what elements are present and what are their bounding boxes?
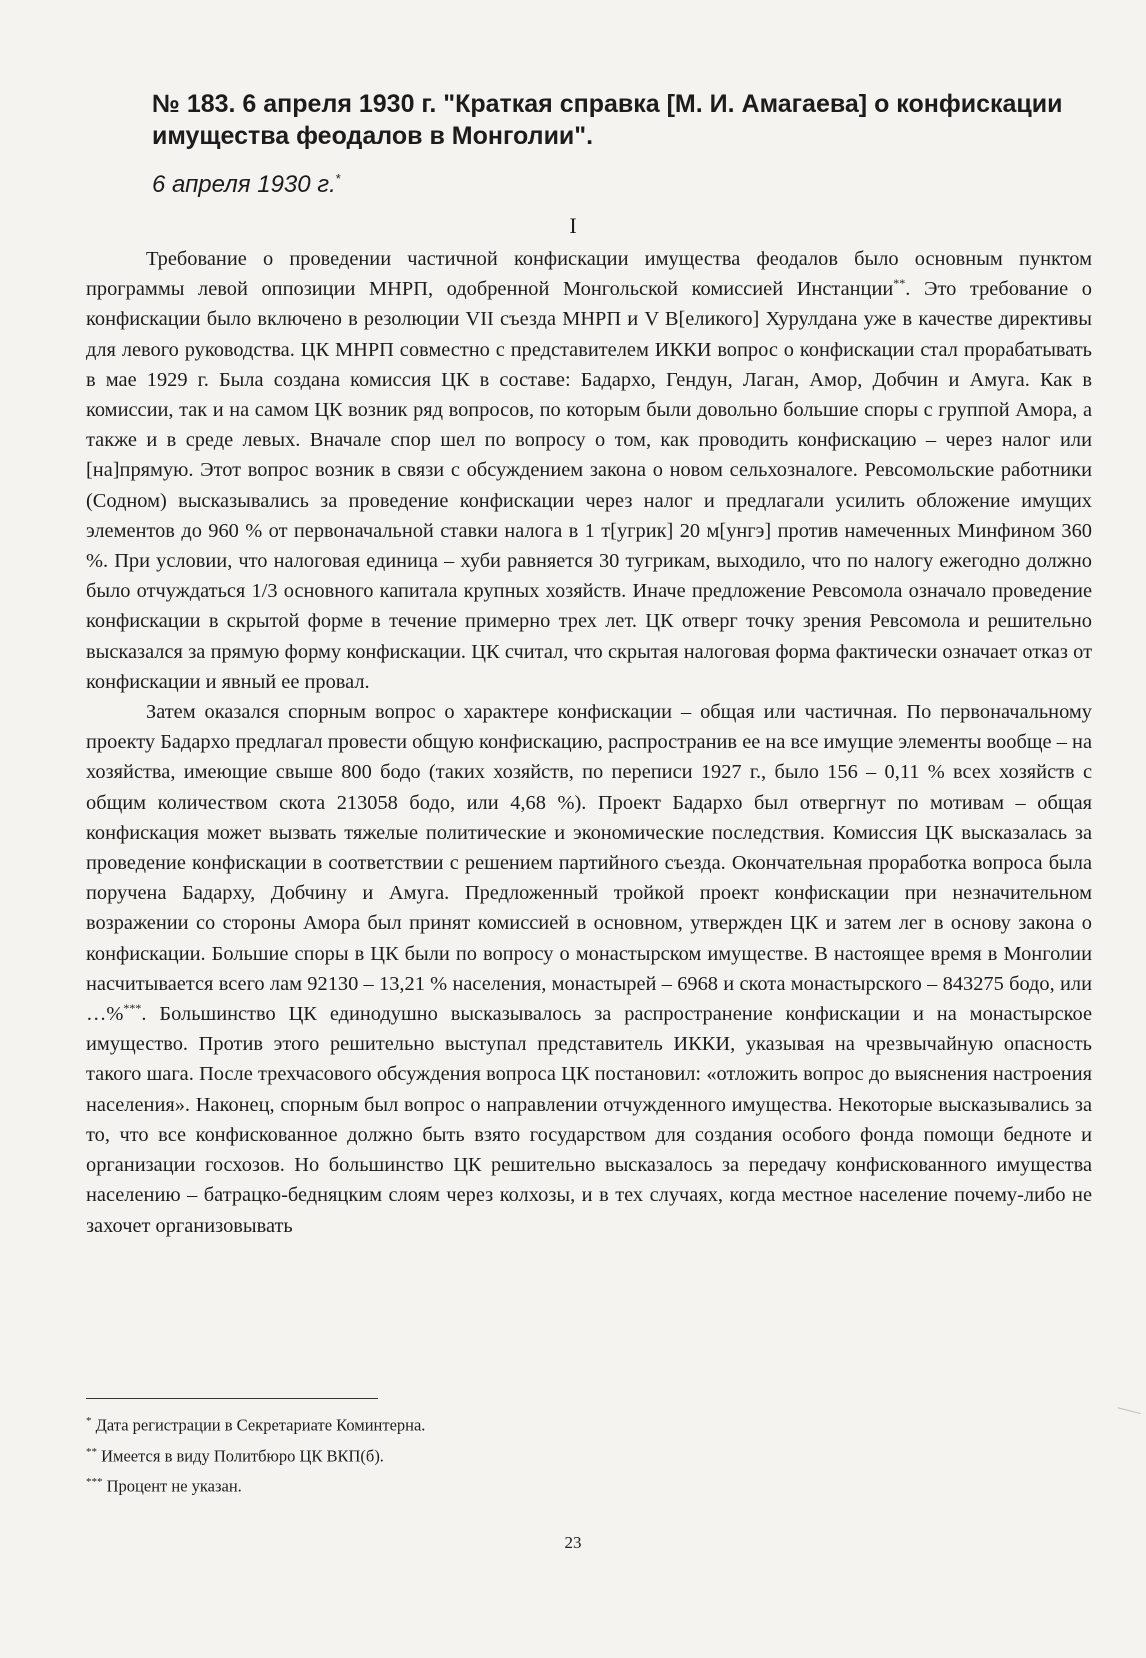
paragraph-2-text-b: . Большинство ЦК единодушно высказывалось за распространение конфискации и на монастырское имущество. Против этого решительно выступал представитель ИККИ, указывая на чрезвычайную опасность такого шага. После трехчасового обсуждения вопроса ЦК постановил: «отложить вопрос до выяснения настроения населения». Наконец, спорным был вопрос о направлении отчужденного имущества. Некоторые высказывались за то, что все конфискованное должно быть взято государством для создания особого фонда помощи бедноте и организации госхозов. Но большинство ЦК решительно высказалось за передачу конфискованного имущества населению – батрацко-бедняцким слоям через колхозы, и в тех случаях, когда местное население почему-либо не захочет организовывать (86, 1003, 1092, 1237)
footnotes (86, 1408, 986, 1500)
paragraph-2-text-a: Затем оказался спорным вопрос о характере конфискации – общая или частичная. По первоначальному проекту Бадархо предлагал провести общую конфискацию, распространив ее на все имущие элементы вообще – на хозяйства, имеющие свыше 800 бодо (таких хозяйств, по переписи 1927 г., было 156 – 0,11 % всех хозяйств с общим количеством скота 213058 бодо, или 4,68 %). Проект Бадархо был отвергнут по мотивам – общая конфискация может вызвать тяжелые политические и экономические последствия. Комиссия ЦК высказалась за проведение конфискации в соответствии с решением партийного съезда. Окончательная проработка вопроса была поручена Бадарху, Добчину и Амуга. Предложенный тройкой проект конфискации при незначительном возражении со стороны Амора был принят комиссией в основном, утвержден ЦК и затем лег в основу закона о конфискации. Большие споры в ЦК были по вопросу о монастырском имуществе. В настоящее время в Монголии насчитывается всего лам 92130 – 13,21 % населения, монастырей – 6968 и скота монастырского – 843275 бодо, или …% (86, 701, 1092, 1026)
document-date (152, 164, 341, 200)
scan-artifact (1115, 1407, 1141, 1423)
footnote-2 (86, 1439, 986, 1470)
footnote-3 (86, 1469, 986, 1500)
document-heading: № 183. 6 апреля 1930 г. "Краткая справка [М. И. Амагаева] о конфискации имущества феодалов в Монголии". (152, 90, 1063, 150)
footnote-3-text: Процент не указан. (102, 1476, 242, 1496)
page-number: 23 (564, 1533, 582, 1552)
footnote-2-marker: ** (86, 1445, 97, 1458)
paragraph-1-text-a: Требование о проведении частичной конфискации имущества феодалов было основным пунктом программы левой оппозиции МНРП, одобренной Монгольской комиссией Инстанции (86, 248, 1092, 301)
paragraph-1 (86, 244, 1092, 697)
date-footnote-marker: * (335, 171, 341, 186)
footnote-1-text: Дата регистрации в Секретариате Коминтерна. (91, 1415, 426, 1435)
footnote-separator (86, 1398, 378, 1399)
date-text: 6 апреля 1930 г. (152, 171, 336, 198)
footnote-ref-2: ** (893, 276, 906, 291)
footnote-1-marker: * (86, 1415, 92, 1427)
footnote-3-marker: *** (86, 1476, 103, 1488)
paragraph-2 (86, 697, 1092, 1241)
footnote-1 (86, 1408, 986, 1439)
footnote-2-text: Имеется в виду Политбюро ЦК ВКП(б). (97, 1446, 384, 1465)
footnote-ref-3: *** (123, 1001, 142, 1016)
section-number: I (569, 213, 577, 238)
paragraph-1-text-b: . Это требование о конфискации было включено в резолюции VII съезда МНРП и V В[еликого] Хурулдана уже в качестве директивы для левого руководства. ЦК МНРП совместно с представителем ИККИ вопрос о конфискации стал прорабатывать в мае 1929 г. Была создана комиссия ЦК в составе: Бадархо, Гендун, Лаган, Амор, Добчин и Амуга. Как в комиссии, так и на самом ЦК возник ряд вопросов, по которым были довольно большие споры с группой Амора, а также и в среде левых. Вначале спор шел по вопросу о том, как проводить конфискацию – через налог или [на]прямую. Этот вопрос возник в связи с обсуждением закона о новом сельхозналоге. Ревсомольские работники (Содном) высказывались за проведение конфискации через налог и предлагали усилить обложение имущих элементов до 960 % от первоначальной ставки налога в 1 т[угрик] 20 м[унгэ] против намеченных Минфином 360 %. При условии, что налоговая единица – хуби равняется 30 тугрикам, выходило, что по налогу ежегодно должно было отчуждаться 1/3 основного капитала крупных хозяйств. Иначе предложение Ревсомола означало проведение конфискации в скрытой форме в течение примерно трех лет. ЦК отверг точку зрения Ревсомола и решительно высказался за прямую форму конфискации. ЦК считал, что скрытая налоговая форма фактически означает отказ от конфискации и явный ее провал. (86, 278, 1092, 693)
body-text (86, 244, 1092, 1241)
